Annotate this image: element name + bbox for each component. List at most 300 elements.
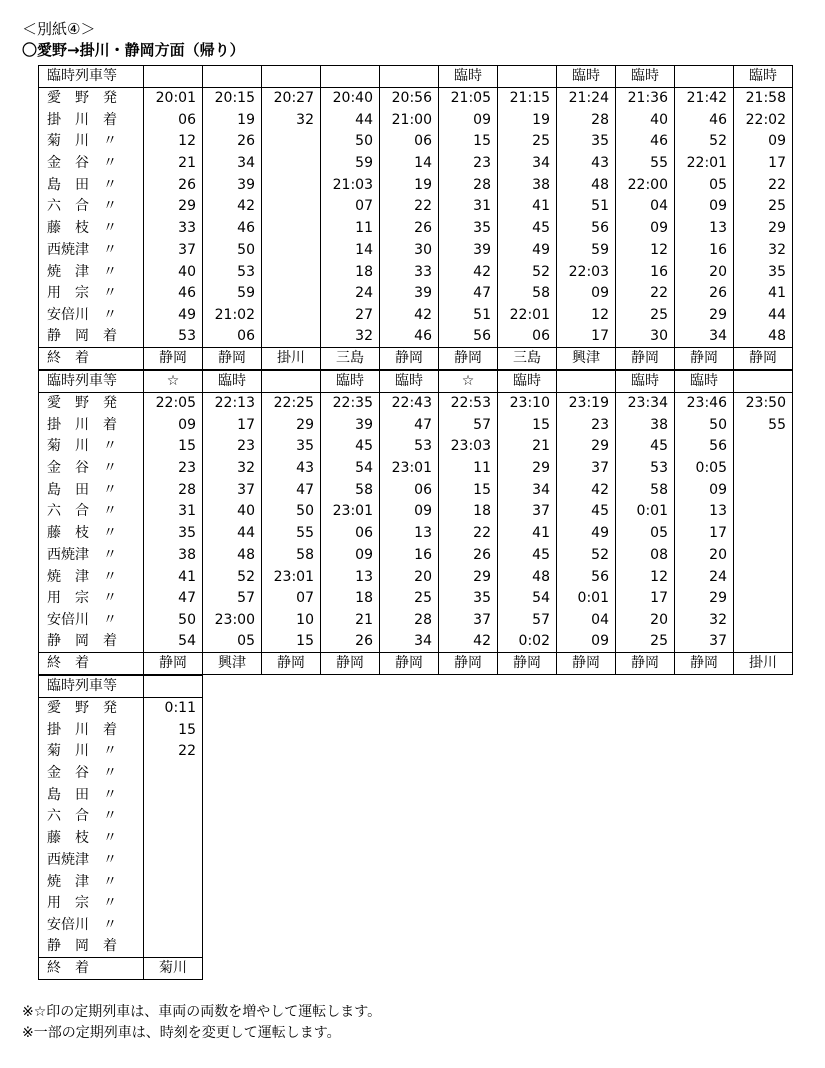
row-label: 島 田 〃 — [39, 479, 144, 501]
destination-cell: 静岡 — [321, 652, 380, 674]
station-row — [39, 784, 203, 806]
time-cell: 23:01 — [262, 566, 321, 588]
time-cell: 33 — [144, 217, 203, 239]
time-cell: 41 — [498, 196, 557, 218]
row-label: 金 谷 〃 — [39, 152, 144, 174]
time-cell: 23:19 — [557, 392, 616, 414]
station-row — [39, 261, 793, 283]
row-label: 用 宗 〃 — [39, 587, 144, 609]
time-cell: 09 — [557, 282, 616, 304]
extra-train-mark — [144, 66, 203, 88]
row-label: 静 岡 着 — [39, 631, 144, 653]
time-cell: 48 — [557, 174, 616, 196]
time-cell: 39 — [203, 174, 262, 196]
time-cell: 21 — [144, 152, 203, 174]
time-cell: 21:36 — [616, 87, 675, 109]
time-cell: 12 — [144, 131, 203, 153]
time-cell: 13 — [675, 217, 734, 239]
time-cell: 29 — [498, 457, 557, 479]
time-cell: 15 — [144, 436, 203, 458]
row-label: 終 着 — [39, 347, 144, 369]
time-cell: 17 — [557, 326, 616, 348]
time-cell: 31 — [144, 501, 203, 523]
destination-cell: 興津 — [557, 347, 616, 369]
time-cell: 22:01 — [498, 304, 557, 326]
time-cell: 54 — [321, 457, 380, 479]
time-cell: 39 — [439, 239, 498, 261]
time-cell: 47 — [262, 479, 321, 501]
time-cell — [734, 479, 793, 501]
time-cell: 09 — [321, 544, 380, 566]
time-cell: 55 — [734, 414, 793, 436]
station-row — [39, 501, 793, 523]
time-cell: 41 — [498, 522, 557, 544]
destination-cell: 静岡 — [498, 652, 557, 674]
time-cell: 29 — [734, 217, 793, 239]
station-row — [39, 131, 793, 153]
time-cell: 22 — [439, 522, 498, 544]
time-cell: 44 — [203, 522, 262, 544]
time-cell: 21:42 — [675, 87, 734, 109]
station-row — [39, 719, 203, 741]
time-cell: 06 — [144, 109, 203, 131]
time-cell: 37 — [557, 457, 616, 479]
time-cell: 16 — [675, 239, 734, 261]
time-cell: 21 — [498, 436, 557, 458]
time-cell: 09 — [144, 414, 203, 436]
time-cell — [262, 304, 321, 326]
time-cell: 30 — [616, 326, 675, 348]
row-label: 終 着 — [39, 957, 144, 979]
row-label: 終 着 — [39, 652, 144, 674]
time-cell: 45 — [557, 501, 616, 523]
time-cell: 05 — [616, 522, 675, 544]
time-cell: 25 — [498, 131, 557, 153]
time-cell: 0:01 — [616, 501, 675, 523]
station-row — [39, 544, 793, 566]
destination-cell: 静岡 — [380, 652, 439, 674]
time-cell — [262, 282, 321, 304]
station-row — [39, 871, 203, 893]
time-cell — [734, 544, 793, 566]
time-cell: 50 — [321, 131, 380, 153]
time-cell: 42 — [439, 261, 498, 283]
time-cell: 35 — [439, 217, 498, 239]
footnote-schedule-change: ※一部の定期列車は、時刻を変更して運転します。 — [22, 1025, 341, 1041]
time-cell: 18 — [321, 587, 380, 609]
row-label: 藤 枝 〃 — [39, 217, 144, 239]
time-cell: 35 — [439, 587, 498, 609]
time-cell: 33 — [380, 261, 439, 283]
row-label: 六 合 〃 — [39, 806, 144, 828]
destination-cell: 静岡 — [675, 347, 734, 369]
extra-train-mark — [380, 66, 439, 88]
time-cell: 23 — [439, 152, 498, 174]
time-cell: 32 — [675, 609, 734, 631]
time-cell — [262, 217, 321, 239]
time-cell: 26 — [675, 282, 734, 304]
station-row — [39, 914, 203, 936]
time-cell: 52 — [557, 544, 616, 566]
time-cell: 04 — [616, 196, 675, 218]
time-cell: 20 — [675, 261, 734, 283]
extra-train-mark — [321, 66, 380, 88]
row-label: 用 宗 〃 — [39, 282, 144, 304]
time-cell: 55 — [616, 152, 675, 174]
time-cell: 20 — [616, 609, 675, 631]
time-cell: 37 — [439, 609, 498, 631]
station-row — [39, 392, 793, 414]
extra-train-mark — [675, 66, 734, 88]
time-cell: 18 — [321, 261, 380, 283]
time-cell: 21:03 — [321, 174, 380, 196]
time-cell: 39 — [380, 282, 439, 304]
time-cell: 16 — [616, 261, 675, 283]
station-row — [39, 282, 793, 304]
row-label: 掛 川 着 — [39, 719, 144, 741]
time-cell: 25 — [734, 196, 793, 218]
time-cell: 19 — [203, 109, 262, 131]
extra-train-mark: 臨時 — [498, 371, 557, 393]
time-cell: 10 — [262, 609, 321, 631]
time-cell: 35 — [144, 522, 203, 544]
time-cell: 04 — [557, 609, 616, 631]
time-cell — [144, 892, 203, 914]
time-cell — [734, 609, 793, 631]
time-cell: 20:01 — [144, 87, 203, 109]
time-cell: 37 — [203, 479, 262, 501]
time-cell: 23:46 — [675, 392, 734, 414]
time-cell: 59 — [321, 152, 380, 174]
final-destination-row — [39, 652, 793, 674]
time-cell: 23:50 — [734, 392, 793, 414]
time-cell — [262, 152, 321, 174]
time-cell: 38 — [498, 174, 557, 196]
destination-cell: 静岡 — [203, 347, 262, 369]
row-label: 安倍川 〃 — [39, 304, 144, 326]
destination-cell: 静岡 — [616, 347, 675, 369]
station-row — [39, 849, 203, 871]
time-cell: 41 — [144, 566, 203, 588]
time-cell: 46 — [380, 326, 439, 348]
time-cell — [144, 827, 203, 849]
time-cell: 40 — [144, 261, 203, 283]
station-row — [39, 196, 793, 218]
time-cell — [734, 631, 793, 653]
time-cell — [734, 522, 793, 544]
time-cell: 58 — [321, 479, 380, 501]
time-cell: 34 — [675, 326, 734, 348]
time-cell: 15 — [498, 414, 557, 436]
timetable-block-3 — [38, 675, 203, 980]
time-cell: 42 — [557, 479, 616, 501]
time-cell: 56 — [675, 436, 734, 458]
row-label: 静 岡 着 — [39, 936, 144, 958]
time-cell: 35 — [734, 261, 793, 283]
extra-train-mark: 臨時 — [734, 66, 793, 88]
time-cell: 22:43 — [380, 392, 439, 414]
time-cell: 46 — [675, 109, 734, 131]
time-cell — [262, 174, 321, 196]
time-cell: 53 — [380, 436, 439, 458]
row-label: 用 宗 〃 — [39, 892, 144, 914]
time-cell: 50 — [203, 239, 262, 261]
time-cell: 06 — [203, 326, 262, 348]
extra-train-mark: 臨時 — [675, 371, 734, 393]
time-cell: 59 — [203, 282, 262, 304]
destination-cell: 静岡 — [439, 347, 498, 369]
row-label: 焼 津 〃 — [39, 871, 144, 893]
time-cell: 22:53 — [439, 392, 498, 414]
time-cell: 09 — [380, 501, 439, 523]
destination-cell: 静岡 — [734, 347, 793, 369]
timetable-block-2 — [38, 370, 793, 675]
time-cell: 06 — [498, 326, 557, 348]
time-cell: 40 — [616, 109, 675, 131]
time-cell: 47 — [380, 414, 439, 436]
time-cell — [734, 457, 793, 479]
time-cell: 26 — [439, 544, 498, 566]
destination-cell: 静岡 — [144, 652, 203, 674]
time-cell: 11 — [439, 457, 498, 479]
extra-train-mark — [734, 371, 793, 393]
destination-cell: 静岡 — [675, 652, 734, 674]
time-cell: 56 — [557, 566, 616, 588]
section-heading: 〇愛野→掛川・静岡方面（帰り） — [22, 41, 245, 59]
time-cell: 29 — [262, 414, 321, 436]
row-label: 藤 枝 〃 — [39, 827, 144, 849]
row-label: 愛 野 発 — [39, 392, 144, 414]
time-cell: 09 — [734, 131, 793, 153]
time-cell: 42 — [380, 304, 439, 326]
station-row — [39, 87, 793, 109]
time-cell: 20:40 — [321, 87, 380, 109]
time-cell: 22 — [734, 174, 793, 196]
time-cell: 38 — [144, 544, 203, 566]
time-cell: 44 — [321, 109, 380, 131]
time-cell: 20 — [675, 544, 734, 566]
station-row — [39, 741, 203, 763]
final-destination-row — [39, 347, 793, 369]
time-cell: 32 — [262, 109, 321, 131]
extra-train-mark — [498, 66, 557, 88]
time-cell: 42 — [439, 631, 498, 653]
time-cell: 35 — [262, 436, 321, 458]
time-cell: 49 — [498, 239, 557, 261]
time-cell — [144, 914, 203, 936]
time-cell: 28 — [557, 109, 616, 131]
time-cell: 54 — [144, 631, 203, 653]
row-label: 菊 川 〃 — [39, 436, 144, 458]
time-cell: 22:05 — [144, 392, 203, 414]
time-cell: 50 — [675, 414, 734, 436]
time-cell: 09 — [439, 109, 498, 131]
time-cell: 24 — [675, 566, 734, 588]
time-cell: 12 — [616, 239, 675, 261]
destination-cell: 静岡 — [439, 652, 498, 674]
extra-train-mark: ☆ — [439, 371, 498, 393]
time-cell: 46 — [203, 217, 262, 239]
time-cell: 55 — [262, 522, 321, 544]
time-cell — [144, 806, 203, 828]
time-cell: 13 — [675, 501, 734, 523]
time-cell: 21:24 — [557, 87, 616, 109]
time-cell: 20:56 — [380, 87, 439, 109]
time-cell: 50 — [144, 609, 203, 631]
time-cell: 45 — [616, 436, 675, 458]
time-cell: 15 — [439, 131, 498, 153]
station-row — [39, 479, 793, 501]
time-cell: 20 — [380, 566, 439, 588]
time-cell — [734, 501, 793, 523]
time-cell: 17 — [734, 152, 793, 174]
destination-cell: 興津 — [203, 652, 262, 674]
time-cell: 08 — [616, 544, 675, 566]
time-cell: 20:15 — [203, 87, 262, 109]
time-cell: 22:25 — [262, 392, 321, 414]
row-label: 藤 枝 〃 — [39, 522, 144, 544]
row-label: 六 合 〃 — [39, 501, 144, 523]
time-cell: 43 — [557, 152, 616, 174]
time-cell: 52 — [203, 566, 262, 588]
destination-cell: 三島 — [498, 347, 557, 369]
time-cell: 45 — [498, 544, 557, 566]
time-cell: 48 — [734, 326, 793, 348]
time-cell: 23:01 — [321, 501, 380, 523]
time-cell: 51 — [439, 304, 498, 326]
time-cell: 06 — [380, 131, 439, 153]
row-label: 西焼津 〃 — [39, 544, 144, 566]
time-cell: 23:10 — [498, 392, 557, 414]
row-label: 六 合 〃 — [39, 196, 144, 218]
time-cell: 07 — [262, 587, 321, 609]
footnote-star: ※☆印の定期列車は、車両の両数を増やして運転します。 — [22, 1004, 382, 1020]
time-cell: 16 — [380, 544, 439, 566]
time-cell: 28 — [439, 174, 498, 196]
destination-cell: 掛川 — [262, 347, 321, 369]
time-cell: 09 — [557, 631, 616, 653]
time-cell: 45 — [498, 217, 557, 239]
time-cell: 58 — [616, 479, 675, 501]
time-cell: 24 — [321, 282, 380, 304]
time-cell: 44 — [734, 304, 793, 326]
station-row — [39, 217, 793, 239]
time-cell: 25 — [380, 587, 439, 609]
time-cell: 32 — [203, 457, 262, 479]
extra-train-row — [39, 676, 203, 698]
time-cell: 09 — [675, 479, 734, 501]
row-label: 焼 津 〃 — [39, 261, 144, 283]
time-cell: 21:05 — [439, 87, 498, 109]
extra-train-mark — [557, 371, 616, 393]
time-cell: 21:58 — [734, 87, 793, 109]
time-cell: 46 — [144, 282, 203, 304]
station-row — [39, 936, 203, 958]
time-cell: 15 — [144, 719, 203, 741]
station-row — [39, 827, 203, 849]
time-cell: 19 — [498, 109, 557, 131]
time-cell: 17 — [203, 414, 262, 436]
time-cell: 37 — [498, 501, 557, 523]
destination-cell: 掛川 — [734, 652, 793, 674]
time-cell: 52 — [675, 131, 734, 153]
station-row — [39, 239, 793, 261]
time-cell: 06 — [321, 522, 380, 544]
page-title: ＜別紙④＞ — [22, 20, 96, 38]
time-cell — [144, 762, 203, 784]
time-cell: 40 — [203, 501, 262, 523]
time-cell: 14 — [321, 239, 380, 261]
time-cell — [734, 436, 793, 458]
extra-train-mark — [144, 676, 203, 698]
row-label: 静 岡 着 — [39, 326, 144, 348]
time-cell: 57 — [439, 414, 498, 436]
extra-train-mark — [262, 371, 321, 393]
time-cell: 19 — [380, 174, 439, 196]
station-row — [39, 522, 793, 544]
destination-cell: 静岡 — [262, 652, 321, 674]
time-cell: 15 — [439, 479, 498, 501]
time-cell: 05 — [675, 174, 734, 196]
time-cell: 25 — [616, 631, 675, 653]
destination-cell: 静岡 — [616, 652, 675, 674]
row-label: 愛 野 発 — [39, 697, 144, 719]
destination-cell: 三島 — [321, 347, 380, 369]
row-label: 安倍川 〃 — [39, 609, 144, 631]
time-cell: 56 — [557, 217, 616, 239]
extra-train-row — [39, 66, 793, 88]
time-cell: 34 — [498, 479, 557, 501]
time-cell: 23 — [144, 457, 203, 479]
time-cell: 13 — [380, 522, 439, 544]
time-cell: 26 — [321, 631, 380, 653]
time-cell: 17 — [675, 522, 734, 544]
time-cell: 15 — [262, 631, 321, 653]
extra-train-mark: 臨時 — [380, 371, 439, 393]
time-cell: 42 — [203, 196, 262, 218]
time-cell: 53 — [616, 457, 675, 479]
time-cell: 57 — [203, 587, 262, 609]
time-cell: 53 — [203, 261, 262, 283]
extra-train-mark — [203, 66, 262, 88]
time-cell — [734, 587, 793, 609]
time-cell: 26 — [203, 131, 262, 153]
row-label: 愛 野 発 — [39, 87, 144, 109]
station-row — [39, 566, 793, 588]
time-cell: 29 — [144, 196, 203, 218]
station-row — [39, 697, 203, 719]
row-label: 西焼津 〃 — [39, 849, 144, 871]
time-cell: 17 — [616, 587, 675, 609]
time-cell: 13 — [321, 566, 380, 588]
time-cell: 22:35 — [321, 392, 380, 414]
time-cell — [144, 849, 203, 871]
station-row — [39, 326, 793, 348]
time-cell: 28 — [144, 479, 203, 501]
time-cell: 52 — [498, 261, 557, 283]
time-cell — [144, 784, 203, 806]
row-label: 臨時列車等 — [39, 371, 144, 393]
extra-train-mark: 臨時 — [616, 371, 675, 393]
station-row — [39, 414, 793, 436]
time-cell — [262, 261, 321, 283]
time-cell: 0:11 — [144, 697, 203, 719]
time-cell: 23:01 — [380, 457, 439, 479]
time-cell: 48 — [203, 544, 262, 566]
time-cell: 22 — [616, 282, 675, 304]
time-cell: 32 — [321, 326, 380, 348]
time-cell — [262, 326, 321, 348]
